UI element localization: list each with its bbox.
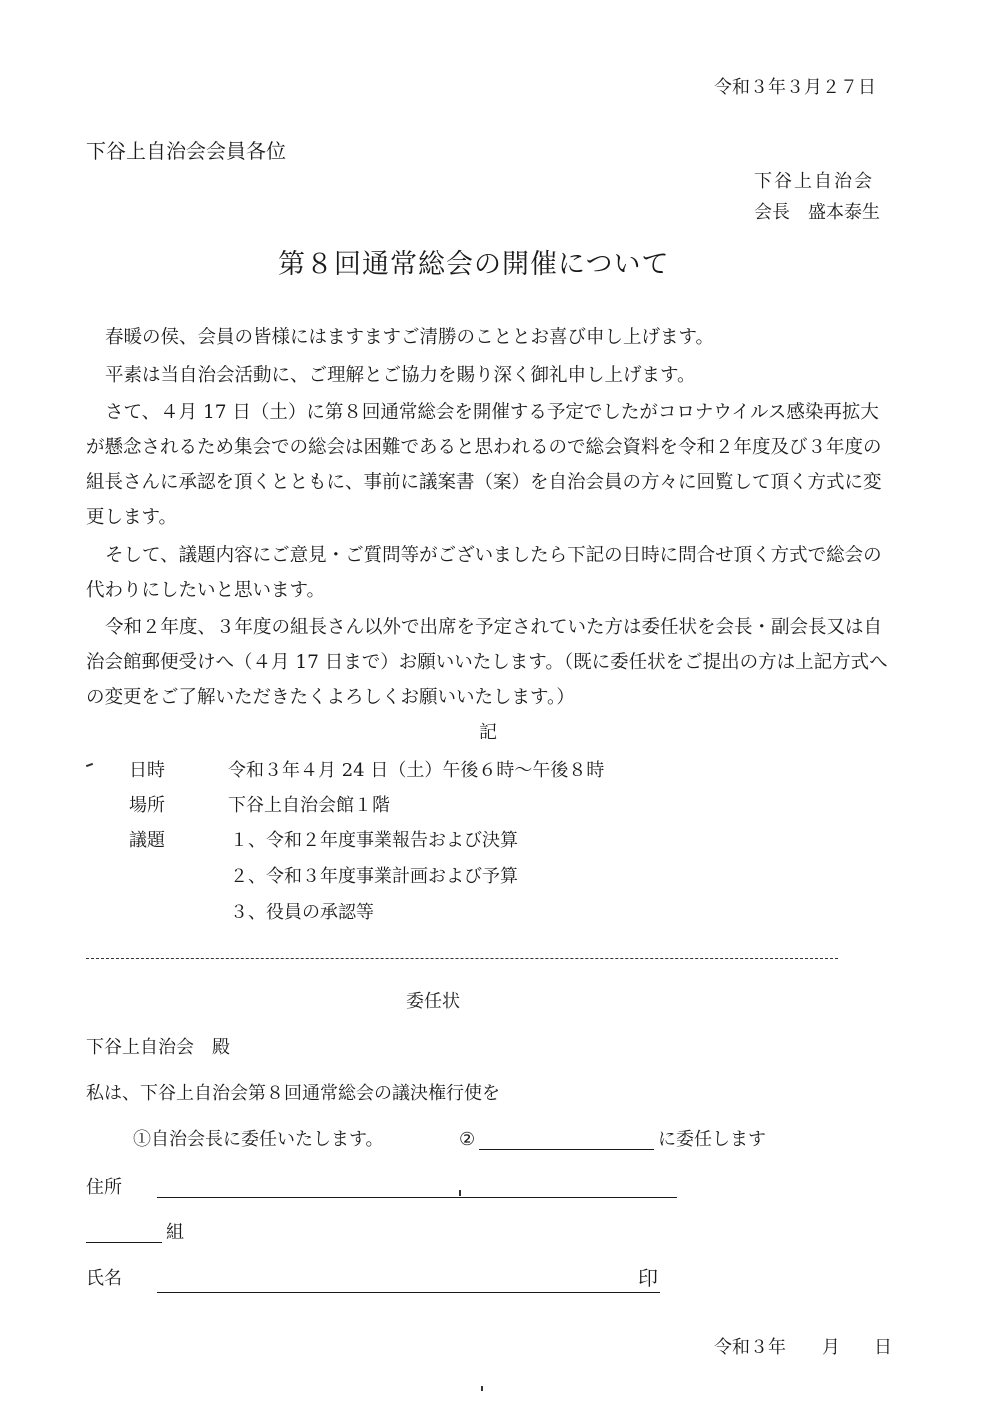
body-paragraph-inquiry: そして、議題内容にご意見・ご質問等がございましたら下記の日時に問合せ頂く方式で総会の代わりにしたいと思います。 [86, 545, 882, 601]
body-paragraph-greeting: 春暖の侯、会員の皆様にはますますご清勝のこととお喜び申し上げます。 [105, 327, 715, 348]
sender-name: 会長 盛本泰生 [754, 202, 880, 223]
scan-tick-mark [86, 763, 93, 767]
recipient-line: 下谷上自治会会員各位 [86, 139, 286, 163]
group-label: 組 [166, 1222, 184, 1243]
proxy-delegate-name-field[interactable] [479, 1149, 654, 1150]
document-title: 第８回通常総会の開催について [278, 249, 670, 280]
proxy-addressee: 下谷上自治会 殿 [86, 1037, 230, 1058]
agenda-item: ２、令和３年度事業計画および予算 [230, 866, 518, 887]
address-field[interactable] [157, 1197, 677, 1198]
notice-heading: 記 [479, 722, 497, 743]
agenda-item: ３、役員の承認等 [230, 902, 374, 923]
name-field[interactable] [157, 1292, 660, 1293]
address-label: 住所 [86, 1177, 122, 1198]
document-date: 令和３年３月２７日 [714, 77, 876, 98]
seal-mark-label: 印 [638, 1266, 658, 1290]
body-paragraph-announcement: さて、４月 17 日（土）に第８回通常総会を開催する予定でしたがコロナウイルス感染再拡大が懸念されるため集会での総会は困難であると思われるので総会資料を令和２年度及び３年度の組長さんに承認を頂くとともに、事前に議案書（案）を自治会員の方々に回覧して頂く方式に変更します。 [86, 402, 882, 528]
notice-datetime-value: 令和３年４月 24 日（土）午後６時～午後８時 [228, 760, 605, 781]
group-number-field[interactable] [86, 1242, 162, 1243]
notice-place-label: 場所 [129, 795, 165, 816]
notice-place-value: 下谷上自治会館１階 [228, 795, 390, 816]
scan-speck [459, 1190, 461, 1196]
body-paragraph-thanks: 平素は当自治会活動に、ご理解とご協力を賜り深く御礼申し上げます。 [105, 365, 696, 386]
proxy-option-other-number[interactable]: ② [459, 1129, 476, 1150]
proxy-option-chairman[interactable]: ①自治会長に委任いたします。 [133, 1129, 384, 1150]
proxy-option-other-suffix: に委任します [658, 1129, 766, 1150]
proxy-form-title: 委任状 [406, 991, 460, 1012]
notice-datetime-label: 日時 [129, 760, 165, 781]
proxy-statement: 私は、下谷上自治会第８回通常総会の議決権行使を [86, 1083, 500, 1104]
agenda-item: １、令和２年度事業報告および決算 [230, 830, 518, 851]
notice-agenda-label: 議題 [129, 830, 165, 851]
scan-speck [481, 1386, 483, 1391]
form-date-era[interactable]: 令和３年 [714, 1337, 786, 1358]
cut-line-divider [86, 958, 838, 959]
name-label: 氏名 [86, 1268, 122, 1289]
form-date-day[interactable]: 日 [874, 1337, 892, 1358]
body-paragraph-proxy-request: 令和２年度、３年度の組長さん以外で出席を予定されていた方は委任状を会長・副会長又は自治会館郵便受けへ（４月 17 日まで）お願いいたします。（既に委任状をご提出の方は上記方式への変更をご了解いただきたくよろしくお願いいたします。） [86, 617, 888, 708]
form-date-month[interactable]: 月 [822, 1337, 840, 1358]
sender-organization: 下谷上自治会 [754, 171, 874, 192]
